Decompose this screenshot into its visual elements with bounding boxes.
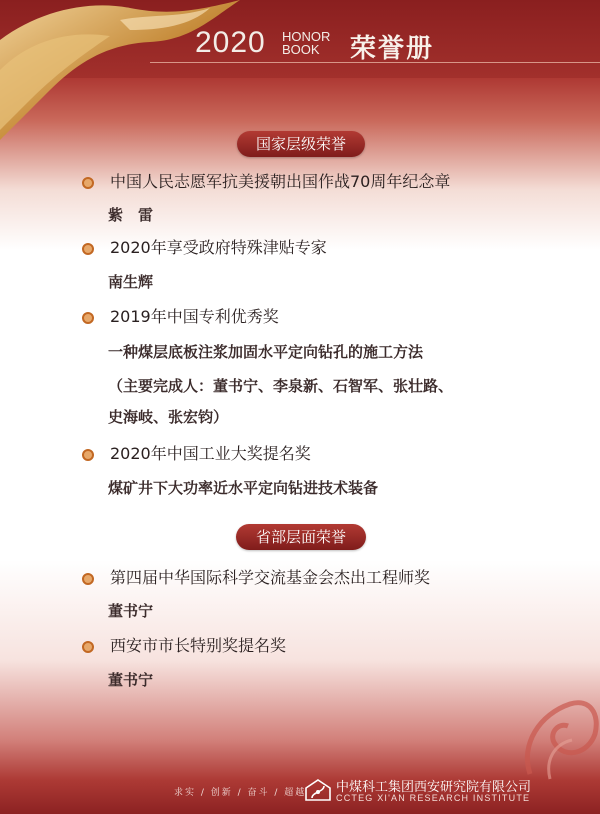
section-heading-national: 国家层级荣誉 bbox=[237, 131, 365, 157]
award-recipient: 南生辉 bbox=[108, 273, 154, 291]
award-project: 一种煤层底板注浆加固水平定向钻孔的施工方法 bbox=[108, 343, 424, 361]
award-title: 第四届中华国际科学交流基金会杰出工程师奖 bbox=[110, 568, 431, 587]
header-honor-text: HONOR bbox=[282, 29, 331, 44]
bullet-icon bbox=[82, 573, 94, 585]
award-project: 煤矿井下大功率近水平定向钻进技术装备 bbox=[108, 479, 379, 497]
company-name-en: CCTEG XI'AN RESEARCH INSTITUTE bbox=[336, 793, 531, 803]
golden-silk-decoration bbox=[0, 0, 260, 150]
award-contributors-cont: 史海岐、张宏钧） bbox=[108, 408, 229, 426]
bullet-icon bbox=[82, 312, 94, 324]
award-title: 2020年中国工业大奖提名奖 bbox=[110, 444, 311, 463]
award-title: 2019年中国专利优秀奖 bbox=[110, 307, 279, 326]
award-title: 2020年享受政府特殊津贴专家 bbox=[110, 238, 327, 257]
corner-decoration bbox=[510, 674, 600, 784]
footer-slogan: 求实 / 创新 / 奋斗 / 超越 bbox=[174, 788, 307, 798]
header-honor-book bbox=[282, 30, 342, 56]
page-title: 荣誉册 bbox=[350, 34, 435, 64]
company-logo-icon bbox=[304, 778, 332, 802]
award-title: 西安市市长特别奖提名奖 bbox=[110, 636, 287, 655]
company-name-cn: 中煤科工集团西安研究院有限公司 bbox=[336, 780, 532, 795]
bullet-icon bbox=[82, 641, 94, 653]
bullet-icon bbox=[82, 177, 94, 189]
award-title: 中国人民志愿军抗美援朝出国作战70周年纪念章 bbox=[110, 172, 451, 191]
bullet-icon bbox=[82, 449, 94, 461]
award-recipient: 紫 雷 bbox=[108, 206, 154, 224]
header-year: 2020 bbox=[195, 26, 266, 59]
bullet-icon bbox=[82, 243, 94, 255]
award-contributors: （主要完成人：董书宁、李泉新、石智军、张壮路、 bbox=[108, 377, 454, 395]
award-recipient: 董书宁 bbox=[108, 602, 154, 620]
header-book-text: BOOK bbox=[282, 42, 320, 57]
section-heading-provincial: 省部层面荣誉 bbox=[236, 524, 366, 550]
award-recipient: 董书宁 bbox=[108, 671, 154, 689]
